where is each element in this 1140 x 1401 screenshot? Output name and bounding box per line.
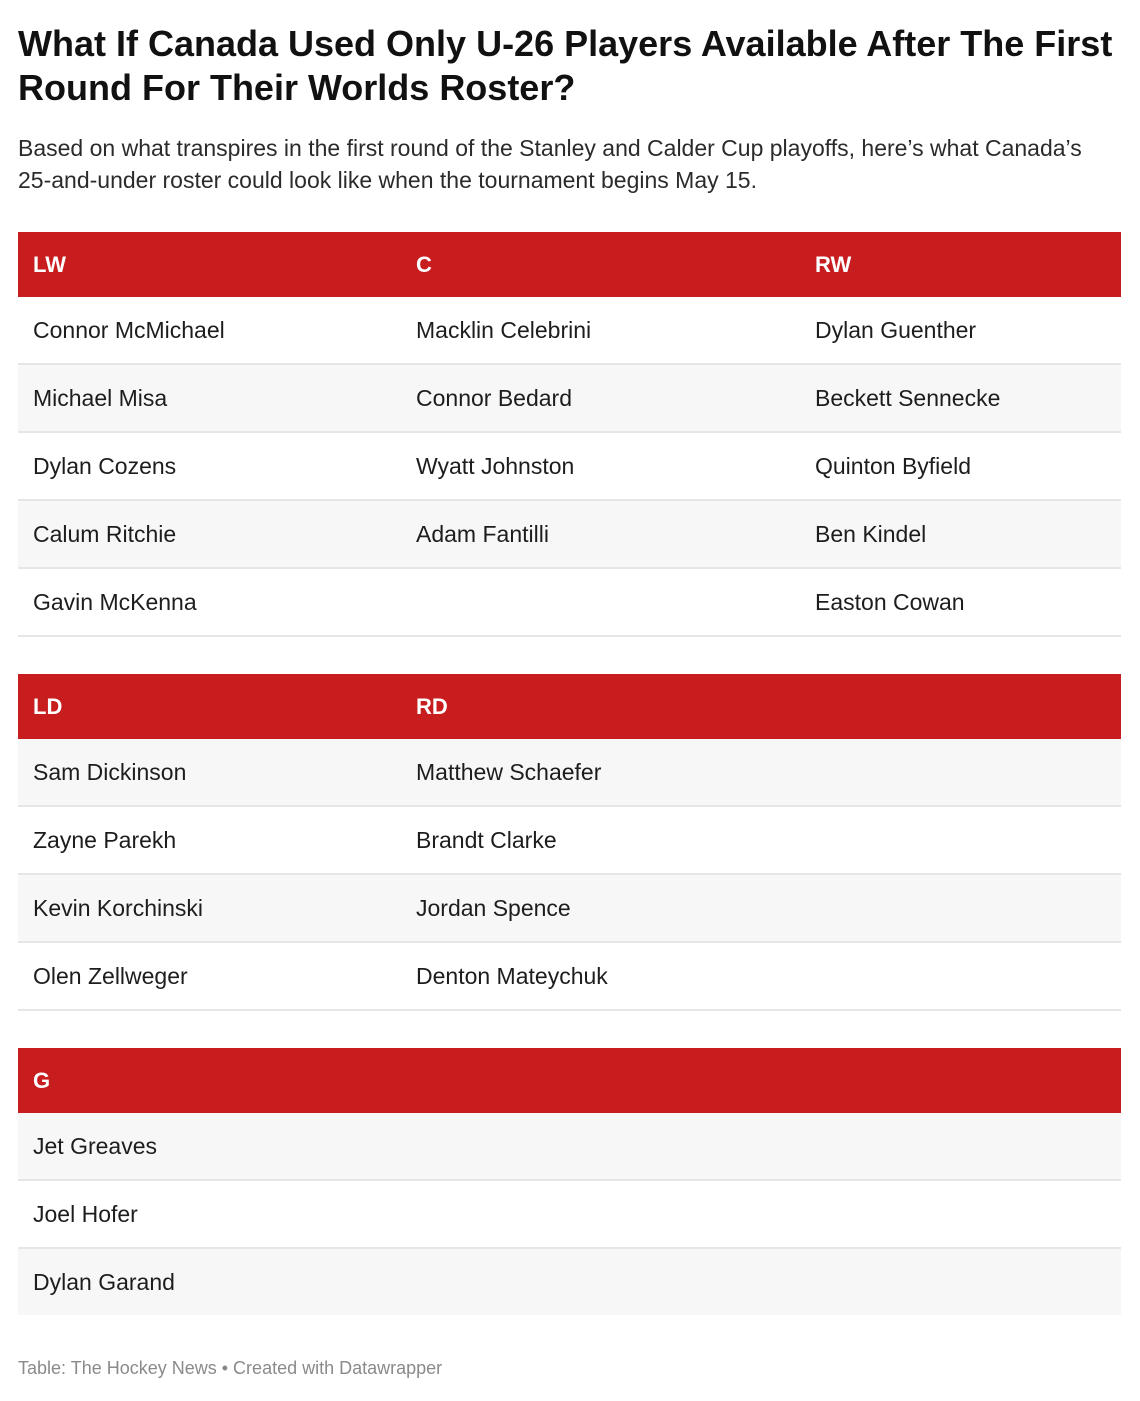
table-cell: Dylan Guenther (800, 297, 1121, 364)
table-cell (800, 1113, 1121, 1180)
table-cell: Macklin Celebrini (401, 297, 800, 364)
table-row (18, 1248, 1121, 1315)
table-cell: Beckett Sennecke (800, 364, 1121, 432)
header-empty (401, 1048, 800, 1113)
table-cell: Jordan Spence (401, 874, 800, 942)
table-cell: Denton Mateychuk (401, 942, 800, 1010)
header-empty (800, 674, 1121, 739)
table-cell: Wyatt Johnston (401, 432, 800, 500)
table-row (18, 806, 1121, 874)
table-header-row (18, 232, 1121, 297)
table-cell (401, 568, 800, 636)
table-row (18, 500, 1121, 568)
table-cell: Zayne Parekh (18, 806, 401, 874)
datawrapper-table (18, 0, 1121, 1315)
table-cell: Dylan Garand (18, 1248, 401, 1315)
table-row (18, 874, 1121, 942)
page-title: What If Canada Used Only U-26 Players Available After The First Round For Their Worlds Roster? (18, 23, 1113, 108)
table-header-row (18, 1048, 1121, 1113)
table-row (18, 432, 1121, 500)
table-header-row (18, 674, 1121, 739)
goalies-table (18, 1048, 1121, 1315)
table-cell: Easton Cowan (800, 568, 1121, 636)
table-cell: Sam Dickinson (18, 739, 401, 806)
table-cell: Ben Kindel (800, 500, 1121, 568)
table-cell: Olen Zellweger (18, 942, 401, 1010)
table-cell: Jet Greaves (18, 1113, 401, 1180)
table-cell: Matthew Schaefer (401, 739, 800, 806)
table-row (18, 1180, 1121, 1248)
table-cell: Connor McMichael (18, 297, 401, 364)
table-cell: Kevin Korchinski (18, 874, 401, 942)
table-cell: Joel Hofer (18, 1180, 401, 1248)
table-cell: Brandt Clarke (401, 806, 800, 874)
defense-table (18, 674, 1121, 1011)
table-cell: Quinton Byfield (800, 432, 1121, 500)
table-row (18, 942, 1121, 1010)
table-cell: Gavin McKenna (18, 568, 401, 636)
header-lw[interactable]: LW (18, 232, 401, 297)
table-cell: Connor Bedard (401, 364, 800, 432)
table-row (18, 568, 1121, 636)
source-footer: Table: The Hockey News • Created with Datawrapper (18, 1358, 443, 1378)
header-empty (800, 1048, 1121, 1113)
table-cell: Adam Fantilli (401, 500, 800, 568)
header-rd[interactable]: RD (401, 674, 800, 739)
table-row (18, 1113, 1121, 1180)
forwards-table (18, 232, 1121, 637)
table-cell (401, 1180, 800, 1248)
table-cell: Michael Misa (18, 364, 401, 432)
table-cell: Dylan Cozens (18, 432, 401, 500)
table-cell (401, 1248, 800, 1315)
table-cell (800, 739, 1121, 806)
table-row (18, 364, 1121, 432)
table-cell (800, 1180, 1121, 1248)
table-cell (401, 1113, 800, 1180)
table-cell (800, 1248, 1121, 1315)
header-ld[interactable]: LD (18, 674, 401, 739)
table-row (18, 297, 1121, 364)
table-cell (800, 806, 1121, 874)
header-rw[interactable]: RW (800, 232, 1121, 297)
table-row (18, 739, 1121, 806)
page-subtitle: Based on what transpires in the first round of the Stanley and Calder Cup playoffs, here’s what Canada’s 25-and-under roster could look like when the tournament begins May 15. (18, 135, 1082, 193)
table-cell (800, 942, 1121, 1010)
table-cell (800, 874, 1121, 942)
table-cell: Calum Ritchie (18, 500, 401, 568)
header-g[interactable]: G (18, 1048, 401, 1113)
header-c[interactable]: C (401, 232, 800, 297)
